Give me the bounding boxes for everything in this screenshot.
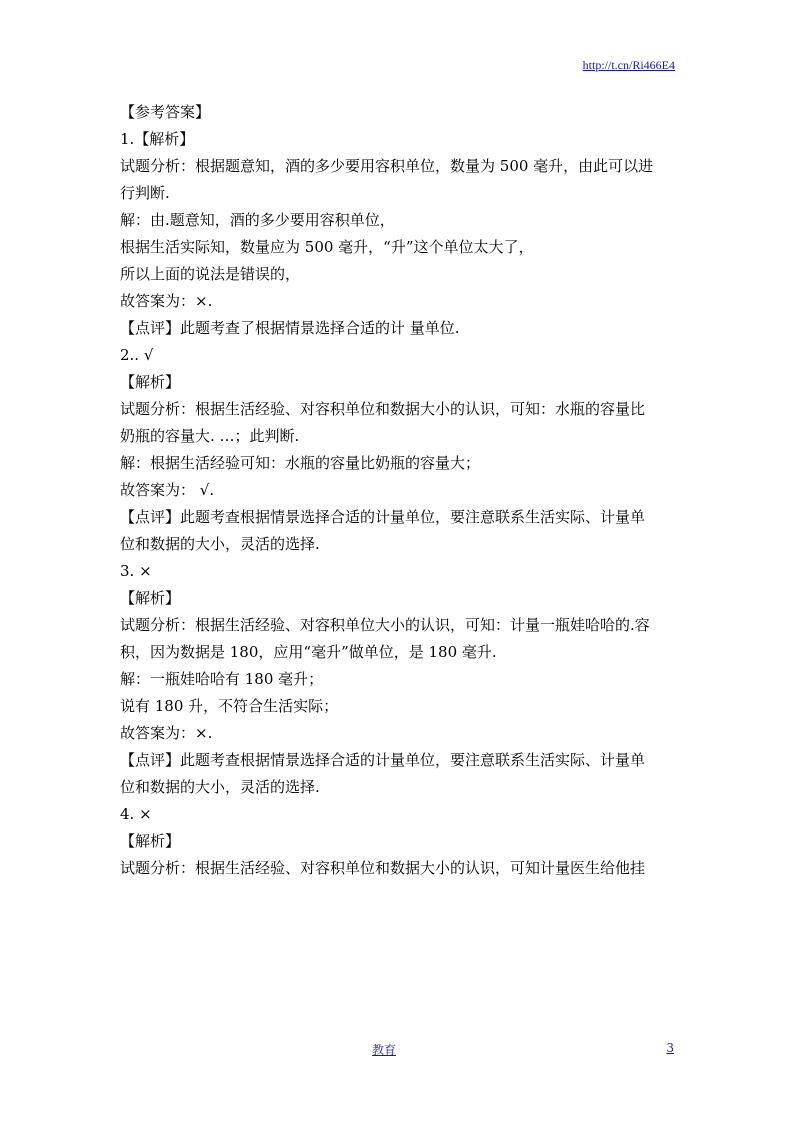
analysis-label: 【解析】 [120,832,181,850]
header-url-link[interactable]: http://t.cn/Ri466E4 [582,58,675,72]
answer-document-body [120,99,676,882]
answer-line: 故答案为：×. [120,724,213,742]
answer-line: 故答案为：×. [120,292,213,310]
page-number: 3 [666,1041,674,1055]
text-line: 位和数据的大小，灵活的选择. [120,778,320,796]
text-line: 解：一瓶娃哈哈有 180 毫升； [120,670,324,688]
text-line: 说有 180 升，不符合生活实际； [120,697,339,715]
analysis-label: 【解析】 [120,373,181,391]
text-line: 解：由.题意知，酒的多少要用容积单位， [120,211,395,229]
question-1-label: 1.【解析】 [120,130,195,148]
text-line: 所以上面的说法是错误的， [120,265,301,283]
text-line: 奶瓶的容量大. …；此判断. [120,427,300,445]
text-line: 试题分析：根据生活经验、对容积单位和数据大小的认识，可知：水瓶的容量比 [120,400,646,418]
text-line: 试题分析：根据题意知，酒的多少要用容积单位，数量为 500 毫升，由此可以进 [120,157,654,175]
text-line: 行判断. [120,184,170,202]
comment-line: 【点评】此题考查根据情景选择合适的计量单位，要注意联系生活实际、计量单 [120,508,646,526]
text-line: 位和数据的大小，灵活的选择. [120,535,320,553]
question-2-label: 2.. √ [120,346,154,364]
text-line: 解：根据生活经验可知：水瓶的容量比奶瓶的容量大； [120,454,481,472]
comment-line: 【点评】此题考查了根据情景选择合适的计 量单位. [120,319,460,337]
analysis-label: 【解析】 [120,589,181,607]
question-4-label: 4. × [120,805,152,823]
question-3-label: 3. × [120,562,152,580]
section-heading: 【参考答案】 [120,103,211,121]
footer-label-link[interactable]: 教育 [372,1043,397,1057]
comment-line: 【点评】此题考查根据情景选择合适的计量单位，要注意联系生活实际、计量单 [120,751,646,769]
text-line: 试题分析：根据生活经验、对容积单位和数据大小的认识，可知计量医生给他挂 [120,859,646,877]
text-line: 根据生活实际知，数量应为 500 毫升，“升”这个单位太大了， [120,238,534,256]
text-line: 试题分析：根据生活经验、对容积单位大小的认识，可知：计量一瓶娃哈哈的.容 [120,616,650,634]
text-line: 积，因为数据是 180，应用“毫升”做单位，是 180 毫升. [120,643,497,661]
answer-line: 故答案为： √. [120,481,215,499]
